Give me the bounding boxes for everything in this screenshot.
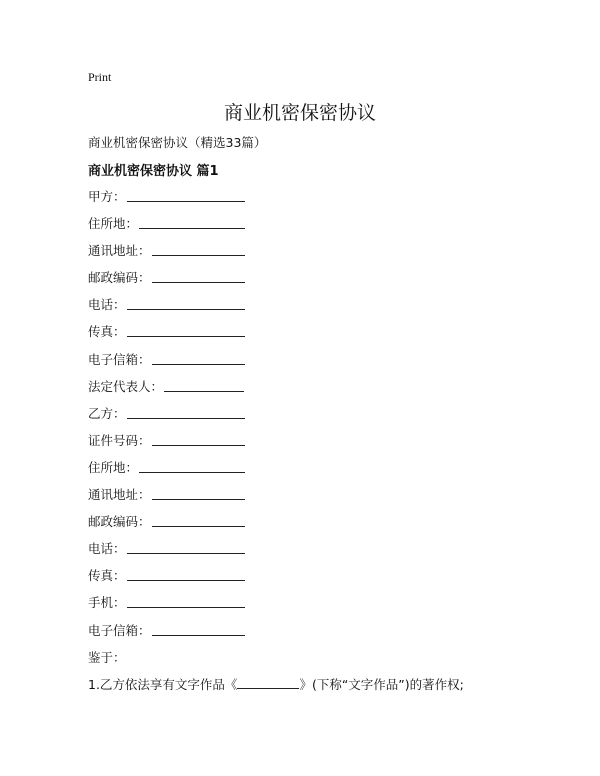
field-row-address [88,458,508,485]
fill-blank-line [152,350,245,365]
field-row-party-b [88,404,508,431]
fill-blank-line [127,322,245,337]
field-row-mobile [88,593,508,620]
field-row-phone [88,539,508,566]
fill-blank-line [152,268,245,283]
field-label: 法定代表人： [88,378,164,394]
field-label: 邮政编码： [88,514,151,530]
section-heading: 商业机密保密协议 篇1 [88,164,219,179]
field-row-postal-code [88,512,508,539]
field-row-email [88,621,508,648]
field-label: 传真： [88,568,126,584]
field-row-fax [88,566,508,593]
field-row-phone [88,295,508,322]
fill-blank-line [139,458,245,473]
clause-1-prefix: 1.乙方依法享有文字作品《 [88,677,238,692]
fill-blank-line [152,512,245,527]
fill-blank-line [127,187,245,202]
fill-blank-line [127,404,245,419]
fill-blank-line [127,295,245,310]
fill-blank-line [127,593,245,608]
clause-1-suffix: 》(下称“文字作品”)的著作权; [299,677,464,692]
party-info-fields [88,187,508,675]
field-row-legal-representative [88,377,508,404]
work-title-blank [237,675,299,689]
field-label: 电子信箱： [88,351,151,367]
document-title: 商业机密保密协议 [223,102,376,124]
field-label: 住所地： [88,216,139,232]
fill-blank-line [152,241,245,256]
field-row-mailing-address [88,485,508,512]
fill-blank-line [152,431,245,446]
field-row-fax [88,322,508,349]
whereas-label: 鉴于： [88,649,126,665]
fill-blank-line [127,539,245,554]
field-row-party-a [88,187,508,214]
field-label: 通讯地址： [88,243,151,259]
fill-blank-line [139,214,245,229]
fill-blank-line [127,566,245,581]
fill-blank-line [152,485,245,500]
fill-blank-line [164,377,244,392]
print-label: Print [88,70,112,84]
field-label: 住所地： [88,459,139,475]
field-label: 手机： [88,595,126,611]
field-row-mailing-address [88,241,508,268]
field-label: 通讯地址： [88,487,151,503]
field-row-address [88,214,508,241]
field-label: 证件号码： [88,432,151,448]
clause-1 [88,675,464,693]
field-label: 甲方： [88,189,126,204]
field-row-whereas [88,648,508,675]
field-label: 乙方： [88,405,126,421]
field-row-id-number [88,431,508,458]
field-label: 邮政编码： [88,270,151,286]
field-row-postal-code [88,268,508,295]
field-row-email [88,350,508,377]
field-label: 传真： [88,324,126,340]
field-label: 电话： [88,541,126,557]
field-label: 电话： [88,297,126,313]
field-label: 电子信箱： [88,622,151,638]
document-subtitle: 商业机密保密协议（精选33篇） [88,135,267,150]
fill-blank-line [152,621,245,636]
